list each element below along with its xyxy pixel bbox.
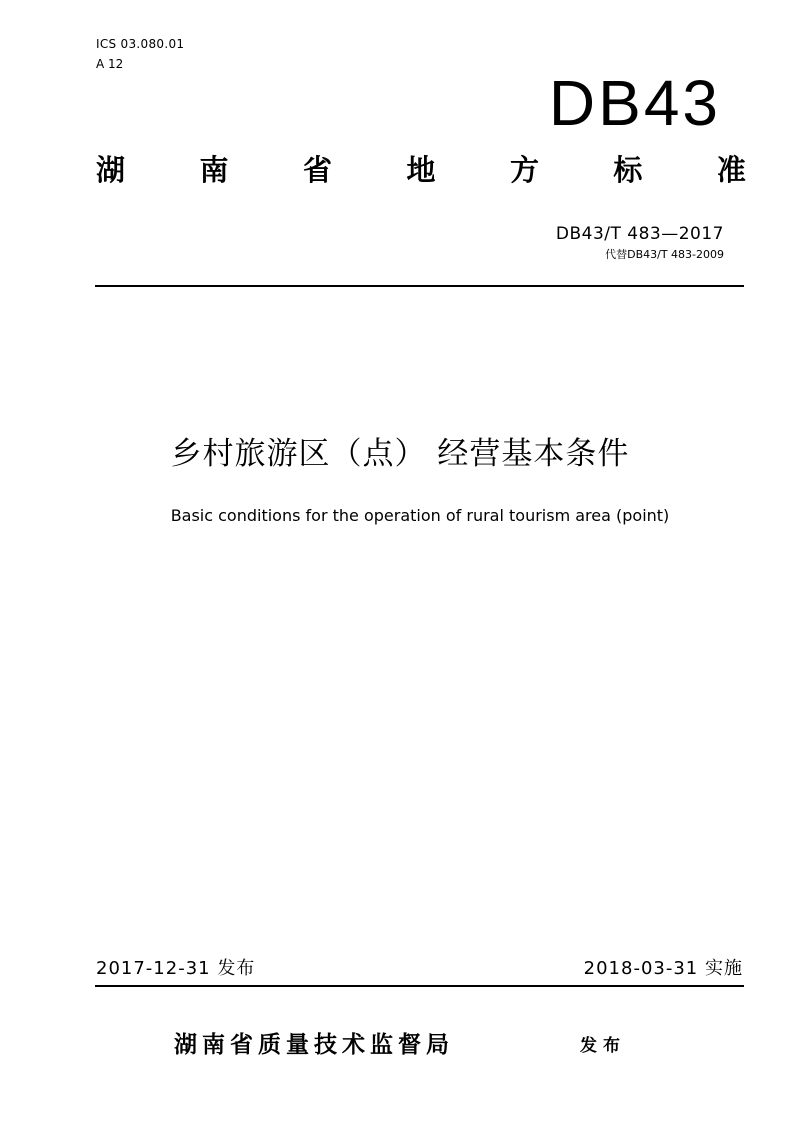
standard-type-char: 地	[406, 153, 436, 187]
standard-code-logo: DB43	[548, 67, 721, 139]
ics-code: ICS 03.080.01	[96, 37, 185, 51]
standard-type-heading	[96, 150, 746, 190]
top-divider	[95, 285, 744, 287]
standard-type-char: 准	[716, 153, 746, 187]
bottom-divider	[95, 985, 744, 987]
issuing-authority: 湖南省质量技术监督局	[174, 1032, 454, 1058]
title-chinese: 乡村旅游区（点） 经营基本条件	[170, 436, 630, 472]
standard-type-char: 方	[509, 153, 539, 187]
standard-type-char: 省	[302, 153, 332, 187]
issue-label: 发布	[580, 1036, 626, 1056]
replaces-standard: 代替DB43/T 483-2009	[605, 248, 724, 261]
standard-type-char: 南	[199, 153, 229, 187]
ccs-code: A 12	[96, 57, 124, 71]
standard-type-char: 标	[613, 153, 643, 187]
standard-type-char: 湖	[96, 153, 126, 187]
implementation-date: 2018-03-31 实施	[583, 958, 743, 979]
title-english: Basic conditions for the operation of rural tourism area (point)	[170, 506, 670, 525]
issue-date: 2017-12-31 发布	[96, 958, 256, 979]
standard-number: DB43/T 483—2017	[555, 224, 724, 244]
